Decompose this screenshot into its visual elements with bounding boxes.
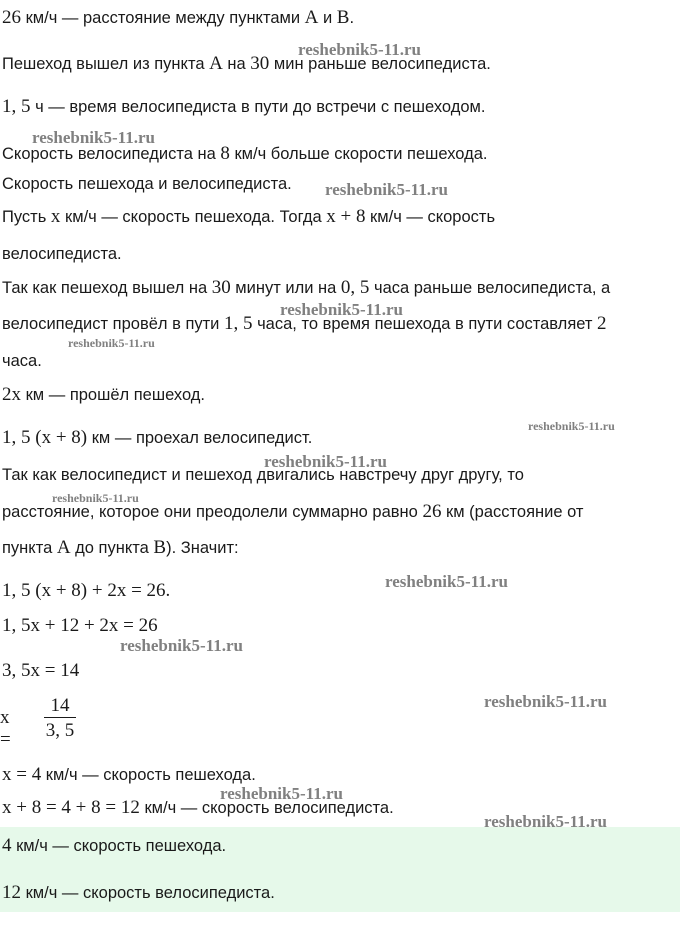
watermark: reshebnik5-11.ru [52, 491, 139, 505]
fraction-numerator: 14 [50, 695, 70, 716]
watermark: reshebnik5-11.ru [484, 812, 607, 831]
text-line: 2x км — прошёл пешеход. [2, 384, 205, 405]
text-line: Так как велосипедист и пешеход двигались навстречу друг другу, то [2, 466, 524, 484]
text-line: 1, 5 ч — время велосипедиста в пути до встречи с пешеходом. [2, 96, 486, 117]
text-line: Так как пешеход вышел на 30 минут или на 0, 5 часа раньше велосипедиста, а [2, 277, 611, 298]
text-line: пункта A до пункта B). Значит: [2, 537, 239, 558]
text-line: расстояние, которое они преодолели суммарно равно 26 км (расстояние от [2, 501, 584, 522]
equation: 3, 5x = 14 [2, 660, 80, 681]
watermark: reshebnik5-11.ru [528, 419, 615, 433]
answer-line: 12 км/ч — скорость велосипедиста. [2, 882, 275, 903]
text-line: Скорость пешехода и велосипедиста. [2, 175, 292, 193]
text-line: Пешеход вышел из пункта A на 30 мин раньше велосипедиста. [2, 53, 491, 74]
watermark: reshebnik5-11.ru [120, 636, 243, 655]
watermark: reshebnik5-11.ru [298, 40, 421, 59]
fraction-lhs: x = [0, 707, 11, 750]
text-line: Пусть x км/ч — скорость пешехода. Тогда x + 8 км/ч — скорость [2, 206, 496, 227]
result-line: x = 4 км/ч — скорость пешехода. [2, 764, 256, 785]
text-line: велосипедист провёл в пути 1, 5 часа, то время пешехода в пути составляет 2 [2, 313, 607, 334]
watermark: reshebnik5-11.ru [220, 784, 343, 803]
watermark: reshebnik5-11.ru [325, 180, 448, 199]
result-line: x + 8 = 4 + 8 = 12 км/ч — скорость велосипедиста. [2, 797, 394, 818]
watermark: reshebnik5-11.ru [484, 692, 607, 711]
watermark: reshebnik5-11.ru [280, 300, 403, 319]
watermark: reshebnik5-11.ru [385, 572, 508, 591]
text-line: Скорость велосипедиста на 8 км/ч больше скорости пешехода. [2, 143, 488, 164]
equation: 1, 5x + 12 + 2x = 26 [2, 615, 158, 636]
watermark: reshebnik5-11.ru [68, 336, 155, 350]
text-line: 1, 5 (x + 8) км — проехал велосипедист. [2, 427, 313, 448]
fraction-denominator: 3, 5 [45, 720, 75, 741]
equation: 1, 5 (x + 8) + 2x = 26. [2, 580, 171, 601]
text-line: велосипедиста. [2, 245, 122, 263]
watermark: reshebnik5-11.ru [264, 452, 387, 471]
answer-box [0, 827, 680, 912]
watermark: reshebnik5-11.ru [32, 128, 155, 147]
answer-line: 4 км/ч — скорость пешехода. [2, 835, 227, 856]
fraction-bar [44, 717, 76, 718]
text-line: часа. [2, 352, 42, 370]
text-line: 26 км/ч — расстояние между пунктами A и B. [2, 7, 355, 28]
